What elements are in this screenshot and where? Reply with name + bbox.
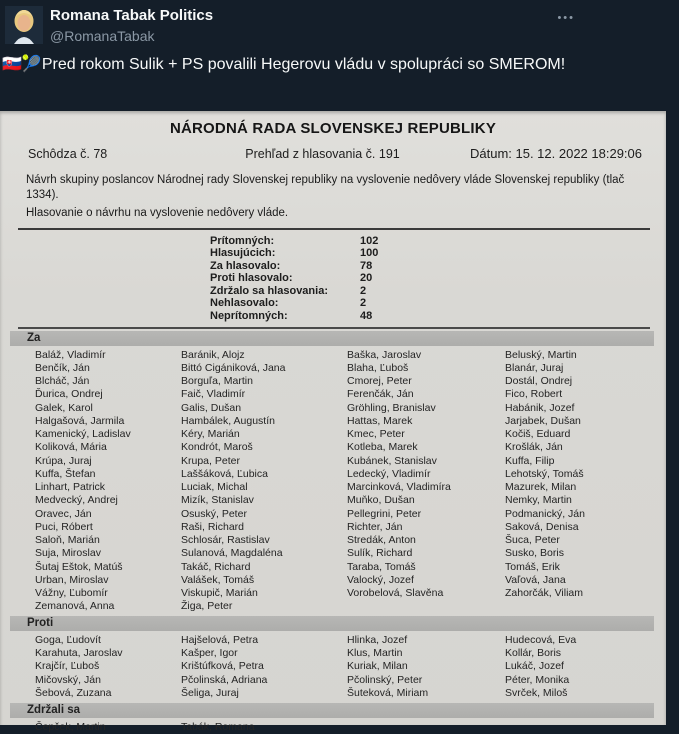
name-column [347, 634, 505, 701]
deputy-name: Richter, Ján [347, 520, 403, 533]
deputy-name: Baška, Jaroslav [347, 348, 422, 361]
deputy-name: Linhart, Patrick [35, 481, 106, 494]
deputy-name: Baláž, Vladimír [35, 348, 106, 361]
deputy-name: Hattas, Marek [347, 414, 413, 427]
name-column [181, 634, 347, 701]
deputy-name: Svrček, Miloš [505, 687, 568, 700]
deputy-name: Suja, Miroslav [35, 547, 101, 560]
deputy-name: Ďurica, Ondrej [35, 388, 103, 401]
vote-overview-number: Prehľad z hlasovania č. 191 [245, 147, 400, 161]
deputy-name: Raši, Richard [181, 520, 245, 533]
deputy-name: Hambálek, Augustín [181, 414, 275, 427]
avatar-portrait [5, 6, 43, 44]
stat-value: 48 [360, 310, 373, 323]
deputy-name: Mizík, Stanislav [181, 494, 254, 507]
stat-value: 100 [360, 247, 379, 260]
deputy-name: Kéry, Marián [181, 428, 240, 441]
stat-label: Nehlasovalo: [210, 297, 279, 310]
motion-text: Návrh skupiny poslancov Národnej rady Slovenskej republiky na vyslovenie nedôvery vláde Slovenskej republiky (tlač 1334). [26, 174, 625, 202]
name-column [35, 721, 181, 734]
tweet-text: 🇸🇰🎾Pred rokom Sulik + PS povalili Hegerovu vládu v spolupráci so SMEROM! [2, 56, 566, 73]
deputy-name: Kuriak, Milan [347, 660, 408, 673]
stat-value: 2 [360, 284, 367, 297]
deputy-name: Ledecký, Vladimír [347, 467, 431, 480]
deputy-name: Stredák, Anton [347, 534, 416, 547]
deputy-name: Vorobelová, Slavěna [347, 587, 444, 600]
deputy-name: Blcháč, Ján [35, 375, 90, 388]
vote-statistics [210, 235, 666, 323]
deputy-name: Hlinka, Jozef [347, 633, 408, 646]
deputy-name: Taraba, Tomáš [347, 560, 416, 573]
vote-date: Dátum: 15. 12. 2022 18:29:06 [469, 146, 642, 161]
stat-label: Zdržalo sa hlasovania: [210, 284, 328, 297]
deputy-name: Habánik, Jozef [505, 401, 575, 414]
deputy-name: Pčolinská, Adriana [181, 673, 268, 686]
zdrzali-name-columns [35, 721, 666, 734]
deputy-name: Zahorčák, Viliam [505, 587, 584, 600]
deputy-name: Krajčír, Ľuboš [35, 660, 100, 673]
deputy-name: Podmanický, Ján [505, 507, 585, 520]
stat-value: 78 [360, 259, 373, 272]
section-header-za: Za [10, 331, 654, 346]
deputy-name: Lukáč, Jozef [505, 660, 564, 673]
name-column [35, 634, 181, 701]
stat-label: Prítomných: [210, 234, 275, 247]
deputy-name: Šeliga, Juraj [181, 687, 239, 700]
document-title: NÁRODNÁ RADA SLOVENSKEJ REPUBLIKY [169, 120, 497, 137]
deputy-name: Krupa, Peter [181, 454, 240, 467]
name-column [505, 634, 666, 701]
deputy-name: Karahuta, Jaroslav [35, 647, 123, 660]
deputy-name: Kotleba, Marek [347, 441, 418, 454]
deputy-name: Urban, Miroslav [35, 573, 109, 586]
section-header-proti: Proti [10, 616, 654, 631]
deputy-name: Lehotský, Tomáš [505, 467, 584, 480]
section-header-zdrzali-sa: Zdržali sa [10, 703, 654, 718]
deputy-name: Beluský, Martin [505, 348, 577, 361]
deputy-name: Kamenický, Ladislav [35, 428, 131, 441]
document-meta-row [28, 146, 642, 161]
deputy-name: Kašper, Igor [181, 647, 238, 660]
deputy-name: Gröhling, Branislav [347, 401, 436, 414]
deputy-name: Krúpa, Juraj [35, 454, 92, 467]
deputy-name: Medvecký, Andrej [35, 494, 118, 507]
deputy-name: Saková, Denisa [505, 520, 579, 533]
name-column [347, 349, 505, 614]
stat-row [210, 235, 666, 248]
avatar[interactable] [5, 6, 43, 44]
author-handle: @RomanaTabak [50, 27, 155, 44]
proti-name-columns [35, 634, 666, 701]
stat-label: Proti hlasovalo: [210, 272, 293, 285]
stat-row [210, 285, 666, 298]
deputy-name: Valocký, Jozef [347, 573, 414, 586]
session-number: Schôdza č. 78 [28, 147, 108, 161]
deputy-name: Bittó Cigániková, Jana [181, 361, 286, 374]
deputy-name: Valášek, Tomáš [181, 573, 255, 586]
stat-row [210, 297, 666, 310]
stat-value: 20 [360, 272, 373, 285]
deputy-name: Faič, Vladimír [181, 388, 246, 401]
more-icon[interactable]: ••• [557, 12, 575, 24]
vote-record-image[interactable] [0, 111, 666, 733]
deputy-name: Krošlák, Ján [505, 441, 563, 454]
deputy-name: Baránik, Alojz [181, 348, 245, 361]
deputy-name: Šuteková, Miriam [347, 687, 429, 700]
deputy-name: Hudecová, Eva [505, 633, 577, 646]
deputy-name: Kočiš, Eduard [505, 428, 571, 441]
name-column [35, 349, 181, 614]
deputy-name: Goga, Ľudovít [35, 633, 101, 646]
stat-value: 2 [360, 297, 367, 310]
deputy-name: Sulík, Richard [347, 547, 413, 560]
deputy-name: Krištúfková, Petra [181, 660, 264, 673]
deputy-name: Susko, Boris [505, 547, 564, 560]
deputy-name: Pčolinský, Peter [347, 673, 423, 686]
deputy-name: Borguľa, Martin [181, 375, 253, 388]
deputy-name: Marcinková, Vladimíra [347, 481, 451, 494]
deputy-name: Benčík, Ján [35, 361, 90, 374]
deputy-name: Viskupič, Marián [181, 587, 258, 600]
deputy-name: Koliková, Mária [35, 441, 107, 454]
name-column [181, 349, 347, 614]
stat-label: Neprítomných: [210, 310, 288, 323]
author-block[interactable] [50, 7, 213, 45]
za-name-columns [35, 349, 666, 614]
deputy-name: Šutaj Eštok, Matúš [35, 560, 123, 573]
stat-row [210, 247, 666, 260]
deputy-name: Péter, Monika [505, 673, 570, 686]
deputy-name: Fico, Robert [505, 388, 563, 401]
deputy-name: Halgašová, Jarmila [35, 414, 125, 427]
deputy-name: Čepček, Martin [35, 720, 106, 733]
deputy-name: Klus, Martin [347, 647, 403, 660]
stat-row [210, 272, 666, 285]
deputy-name: Blaha, Ľuboš [347, 361, 409, 374]
deputy-name: Nemky, Martin [505, 494, 572, 507]
deputy-name: Takáč, Richard [181, 560, 251, 573]
deputy-name: Laššáková, Ľubica [181, 467, 268, 480]
deputy-name: Kuffa, Štefan [35, 467, 96, 480]
deputy-name: Kondrót, Maroš [181, 441, 253, 454]
divider-line [18, 228, 650, 230]
deputy-name: Jarjabek, Dušan [505, 414, 581, 427]
deputy-name: Tabák, Romana [181, 720, 255, 733]
stat-label: Hlasujúcich: [210, 247, 276, 260]
deputy-name: Luciak, Michal [181, 481, 248, 494]
deputy-name: Oravec, Ján [35, 507, 92, 520]
deputy-name: Pellegrini, Peter [347, 507, 422, 520]
stat-label: Za hlasovalo: [210, 259, 281, 272]
deputy-name: Šuca, Peter [505, 534, 560, 547]
deputy-name: Sulanová, Magdaléna [181, 547, 283, 560]
tweet-header [0, 0, 679, 56]
name-column [505, 349, 666, 614]
deputy-name: Tomáš, Erik [505, 560, 560, 573]
deputy-name: Kubánek, Stanislav [347, 454, 437, 467]
deputy-name: Mičovský, Ján [35, 673, 101, 686]
deputy-name: Osuský, Peter [181, 507, 247, 520]
deputy-name: Ferenčák, Ján [347, 388, 414, 401]
deputy-name: Šebová, Zuzana [35, 687, 112, 700]
deputy-name: Galis, Dušan [181, 401, 242, 414]
author-name[interactable]: Romana Tabak Politics [50, 7, 214, 24]
deputy-name: Vážny, Ľubomír [35, 587, 108, 600]
deputy-name: Žiga, Peter [181, 600, 233, 613]
deputy-name: Blanár, Juraj [505, 361, 564, 374]
deputy-name: Kollár, Boris [505, 647, 562, 660]
stat-row [210, 260, 666, 273]
stat-row [210, 310, 666, 323]
vote-subject-text: Hlasovanie o návrhu na vyslovenie nedôvery vláde. [26, 207, 289, 220]
divider-line [18, 327, 650, 329]
deputy-name: Muňko, Dušan [347, 494, 415, 507]
deputy-name: Schlosár, Rastislav [181, 534, 270, 547]
deputy-name: Kuffa, Filip [505, 454, 555, 467]
stat-value: 102 [360, 234, 379, 247]
deputy-name: Saloň, Marián [35, 534, 100, 547]
deputy-name: Galek, Karol [35, 401, 93, 414]
deputy-name: Hajšelová, Petra [181, 633, 259, 646]
deputy-name: Zemanová, Anna [35, 600, 115, 613]
deputy-name: Cmorej, Peter [347, 375, 412, 388]
deputy-name: Dostál, Ondrej [505, 375, 573, 388]
deputy-name: Vaľová, Jana [505, 573, 566, 586]
name-column [181, 721, 347, 734]
deputy-name: Mazurek, Milan [505, 481, 577, 494]
deputy-name: Kmec, Peter [347, 428, 405, 441]
deputy-name: Puci, Róbert [35, 520, 93, 533]
